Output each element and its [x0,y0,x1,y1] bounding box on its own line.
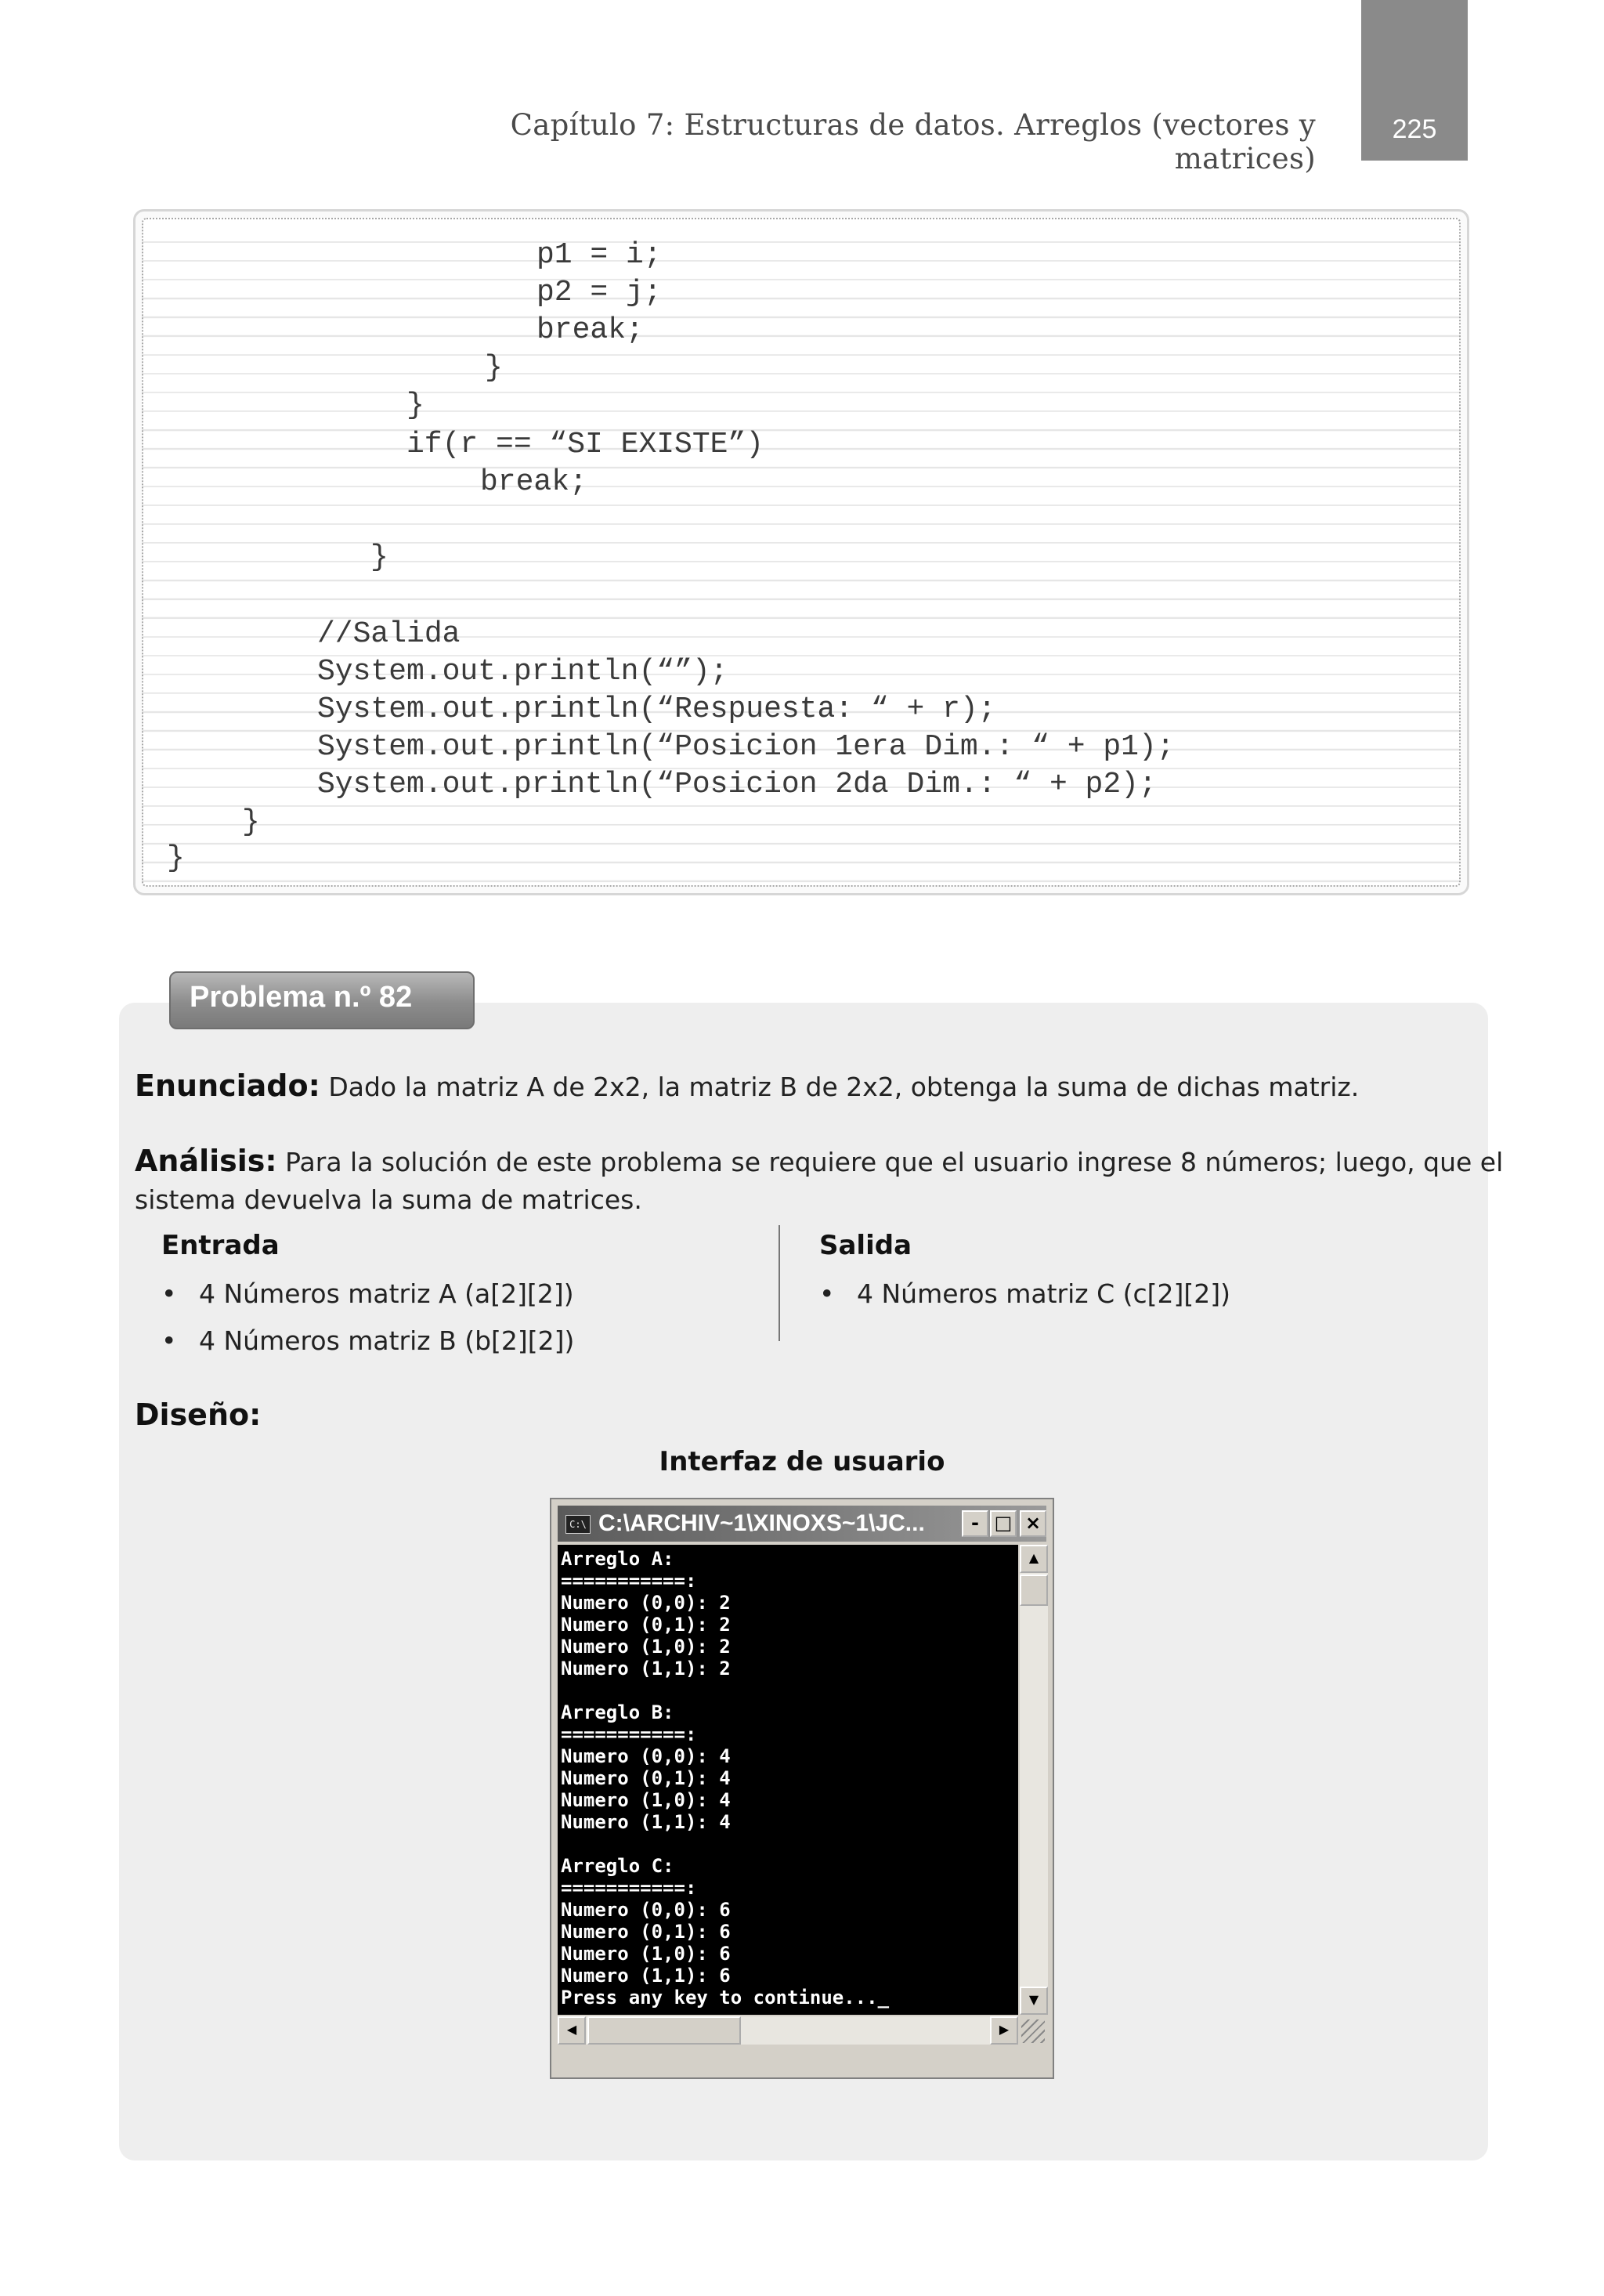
scroll-right-arrow-icon[interactable]: ▶ [990,2016,1018,2045]
console-output-area[interactable] [558,1545,1018,2015]
enunciado-paragraph [135,1068,1359,1103]
horizontal-scroll-thumb[interactable] [587,2016,741,2045]
ui-caption: Interfaz de usuario [659,1446,945,1477]
code-line: break; [536,313,644,347]
code-line: } [370,541,388,574]
console-window [550,1498,1054,2079]
console-app-icon: C:\ [565,1515,591,1534]
console-output-text: Arreglo A: ===========: Numero (0,0): 2 Numero (0,1): 2 Numero (1,0): 2 Numero (1,1): 2 Arreglo B: ===========: Numero (0,0): 4 Numero (0,1): 4 Numero (1,0): 4 Numero (1,1): 4 Arreglo C: ===========: Numero (0,0): 6 Numero (0,1): 6 Numero (1,0): 6 Numero (1,1): 6 Press any key to continue..._ [561,1548,890,2009]
analisis-label: Análisis: [135,1144,277,1178]
resize-grip-icon[interactable] [1021,2019,1045,2043]
vertical-scroll-thumb[interactable] [1020,1575,1048,1606]
entrada-item: • 4 Números matriz B (b[2][2]) [161,1325,575,1356]
entrada-heading: Entrada [161,1230,280,1261]
scroll-left-arrow-icon[interactable]: ◀ [558,2016,586,2045]
salida-heading: Salida [819,1230,912,1261]
code-line: } [167,841,185,875]
code-line: System.out.println(“”); [317,655,728,689]
vertical-scrollbar[interactable] [1020,1545,1048,2015]
code-line: System.out.println(“Respuesta: “ + r); [317,692,996,726]
chapter-title: Capítulo 7: Estructuras de datos. Arreglos (vectores y matrices) [510,108,1316,175]
minimize-button[interactable]: - [962,1510,988,1537]
code-line: //Salida [317,617,461,651]
entrada-item: • 4 Números matriz A (a[2][2]) [161,1278,574,1309]
code-line: } [406,389,424,422]
code-line: p1 = i; [536,238,662,272]
diseno-heading: Diseño: [135,1397,262,1432]
code-line: } [485,351,503,385]
code-line: System.out.println(“Posicion 2da Dim.: “ + p2); [317,768,1157,801]
code-line: System.out.println(“Posicion 1era Dim.: “ + p1); [317,730,1175,764]
analisis-text: Para la solución de este problema se requiere que el usuario ingrese 8 números; luego, que el [285,1147,1504,1177]
page-number: 225 [1392,114,1437,144]
maximize-button[interactable]: □ [990,1510,1017,1537]
code-line: } [242,805,260,839]
code-listing-lined-paper [142,218,1461,887]
analisis-paragraph [135,1144,1503,1178]
scroll-down-arrow-icon[interactable]: ▼ [1020,1987,1048,2015]
salida-item: • 4 Números matriz C (c[2][2]) [819,1278,1231,1309]
console-title-bar[interactable] [558,1506,1046,1542]
problem-tab-label: Problema n.º 82 [190,981,413,1014]
console-title-text: C:\ARCHIV~1\XINOXS~1\JC... [598,1510,925,1536]
code-line: p2 = j; [536,276,662,309]
scroll-up-arrow-icon[interactable]: ▲ [1020,1545,1048,1573]
close-button[interactable]: × [1020,1510,1046,1537]
problem-tab [169,971,475,1029]
enunciado-text: Dado la matriz A de 2x2, la matriz B de 2x2, obtenga la suma de dichas matriz. [328,1072,1360,1102]
code-line: break; [480,465,587,499]
page-number-tab [1361,0,1468,161]
enunciado-label: Enunciado: [135,1068,320,1103]
column-divider [779,1225,780,1341]
code-listing [133,209,1469,895]
analisis-text-continued: sistema devuelva la suma de matrices. [135,1184,642,1215]
code-line: if(r == “SI EXISTE”) [406,428,764,461]
horizontal-scrollbar[interactable] [558,2016,1018,2045]
